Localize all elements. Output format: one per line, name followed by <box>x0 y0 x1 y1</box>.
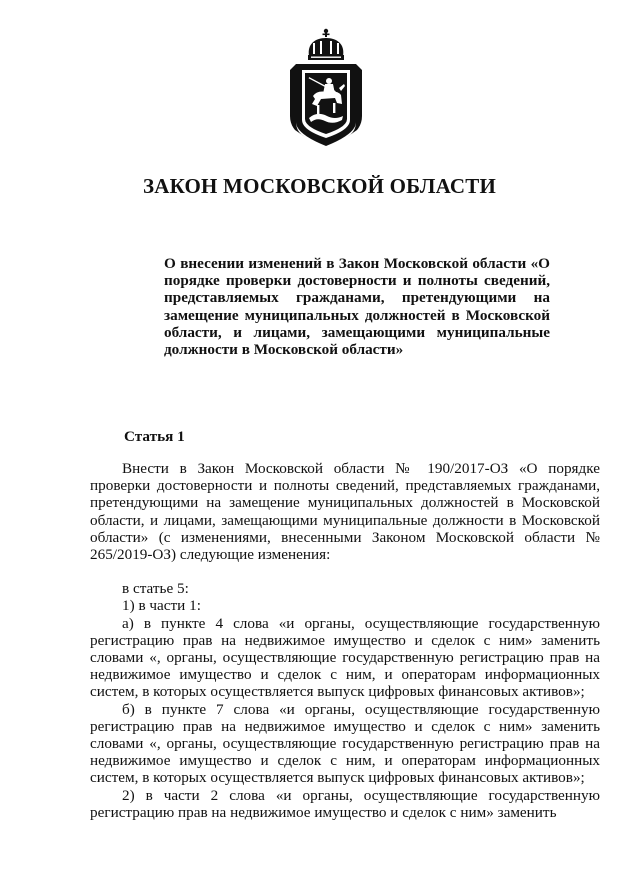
paragraph-item: в статье 5: <box>122 580 189 598</box>
coat-of-arms-icon <box>287 26 365 150</box>
paragraph-item: а) в пункте 4 слова «и органы, осуществляющие государственную регистрацию прав на недвижимое имущество и сделок с ним» заменить словами «, органы, осуществляющие государственную регистрацию прав на недвижимое имущество и сделок с ним, и операторам информационных систем, в которых осуществляется выпуск цифровых финансовых активов»; <box>90 614 600 701</box>
law-title: ЗАКОН МОСКОВСКОЙ ОБЛАСТИ <box>142 174 497 198</box>
paragraph-intro: Внести в Закон Московской области № 190/2017-ОЗ «О порядке проверки достоверности и полноты сведений, представляемых гражданами, претендующими на замещение муниципальных должностей в Московской области, и лицами, замещающими муниципальные должности в Московской области» (с изменениями, внесенными Законом Московской области № 265/2019-ОЗ) следующие изменения: <box>90 460 600 564</box>
law-subject: О внесении изменений в Закон Московской области «О порядке проверки достоверности и полноты сведений, представляемых гражданами, претендующими на замещение муниципальных должностей в Московской области, и лицами, замещающими муниципальные должности в Московской области» <box>164 255 550 359</box>
paragraph-item: 2) в части 2 слова «и органы, осуществляющие государственную регистрацию прав на недвижимое имущество и сделок с ним» заменить <box>90 786 600 821</box>
paragraph-item: б) в пункте 7 слова «и органы, осуществляющие государственную регистрацию прав на недвижимое имущество и сделок с ним» заменить словами «, органы, осуществляющие государственную регистрацию прав на недвижимое имущество и сделок с ним, и операторам информационных систем, в которых осуществляется выпуск цифровых финансовых активов»; <box>90 700 600 787</box>
article-body <box>90 460 600 821</box>
paragraph-item: 1) в части 1: <box>122 597 201 615</box>
article-heading: Статья 1 <box>124 428 185 445</box>
